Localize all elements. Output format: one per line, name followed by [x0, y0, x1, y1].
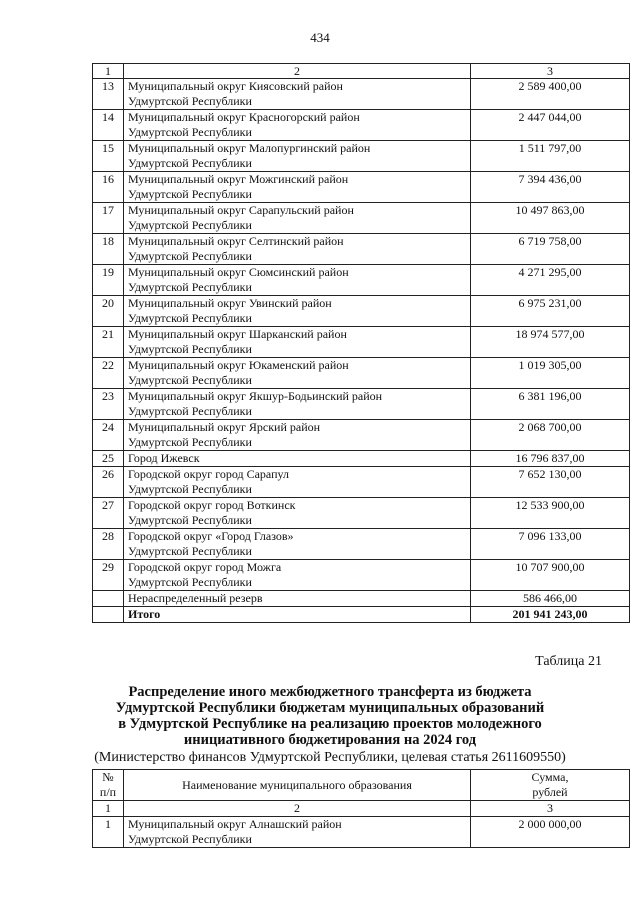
col-number-header: [93, 770, 124, 801]
municipality-name-line2: Удмуртской Республики: [128, 482, 252, 496]
municipality-name-line2: Удмуртской Республики: [128, 125, 252, 139]
total-row-label: Итого: [124, 607, 471, 623]
col-sum-line1: Сумма,: [531, 770, 569, 784]
table-row: [93, 141, 630, 172]
municipality-name: [124, 296, 471, 327]
amount: 7 096 133,00: [471, 529, 630, 560]
header-col-3: 3: [471, 801, 630, 817]
row-number: 17: [93, 203, 124, 234]
municipality-name: [124, 141, 471, 172]
amount: 4 271 295,00: [471, 265, 630, 296]
municipality-name-line2: Удмуртской Республики: [128, 249, 252, 263]
municipality-name: [124, 358, 471, 389]
table-row: [93, 327, 630, 358]
municipality-name-line1: Муниципальный округ Алнашский район: [128, 817, 342, 831]
col-sum-line2: рублей: [532, 785, 568, 799]
municipality-name-line2: Удмуртской Республики: [128, 311, 252, 325]
table-row: [93, 817, 630, 848]
table-row: [93, 420, 630, 451]
municipality-name-line1: Муниципальный округ Малопургинский район: [128, 141, 371, 155]
table-row: [93, 451, 630, 467]
amount: 12 533 900,00: [471, 498, 630, 529]
amount: 6 975 231,00: [471, 296, 630, 327]
municipality-name-line1: Муниципальный округ Шарканский район: [128, 327, 347, 341]
municipality-name: [124, 420, 471, 451]
municipality-name-line1: Муниципальный округ Можгинский район: [128, 172, 349, 186]
municipality-name: [124, 817, 471, 848]
amount: 1 511 797,00: [471, 141, 630, 172]
row-number: 19: [93, 265, 124, 296]
municipality-name-line2: Удмуртской Республики: [128, 435, 252, 449]
table-row: [93, 234, 630, 265]
municipality-name: [124, 327, 471, 358]
table-row: [93, 498, 630, 529]
header-col-2: 2: [124, 801, 471, 817]
table-row: [93, 265, 630, 296]
row-number: 28: [93, 529, 124, 560]
reserve-row-amount: 586 466,00: [471, 591, 630, 607]
amount: 2 589 400,00: [471, 79, 630, 110]
col-name-header: Наименование муниципального образования: [124, 770, 471, 801]
table-row: [93, 560, 630, 591]
municipality-name-line2: Удмуртской Республики: [128, 94, 252, 108]
municipality-name-line2: Удмуртской Республики: [128, 218, 252, 232]
municipality-name: [124, 498, 471, 529]
municipality-name-line1: Муниципальный округ Селтинский район: [128, 234, 344, 248]
municipality-name: [124, 79, 471, 110]
municipality-name: [124, 234, 471, 265]
row-number: 27: [93, 498, 124, 529]
amount: 16 796 837,00: [471, 451, 630, 467]
table-row: [93, 172, 630, 203]
table-row: [93, 529, 630, 560]
municipality-name: [124, 560, 471, 591]
amount: 2 000 000,00: [471, 817, 630, 848]
header-col-3: 3: [471, 64, 630, 79]
col-number-line1: №: [102, 770, 114, 784]
municipality-name-line1: Муниципальный округ Сарапульский район: [128, 203, 354, 217]
municipality-name: [124, 265, 471, 296]
row-number: 29: [93, 560, 124, 591]
row-number: 20: [93, 296, 124, 327]
row-number: 15: [93, 141, 124, 172]
col-number-line2: п/п: [99, 785, 117, 799]
municipality-name: [124, 172, 471, 203]
amount: 2 447 044,00: [471, 110, 630, 141]
amount: 10 497 863,00: [471, 203, 630, 234]
municipality-name-line2: Удмуртской Республики: [128, 187, 252, 201]
total-row-amount: 201 941 243,00: [471, 607, 630, 623]
municipality-name: [124, 529, 471, 560]
row-number: 22: [93, 358, 124, 389]
table-row: [93, 358, 630, 389]
header-col-2: 2: [124, 64, 471, 79]
col-sum-header: [471, 770, 630, 801]
page-number: 434: [310, 30, 330, 45]
amount: 10 707 900,00: [471, 560, 630, 591]
municipality-name: [124, 110, 471, 141]
row-number: 13: [93, 79, 124, 110]
table-header-row: [93, 64, 630, 79]
municipality-name-line1: Городской округ город Сарапул: [128, 467, 289, 481]
municipality-name-line2: Удмуртской Республики: [128, 342, 252, 356]
municipality-name: [124, 389, 471, 420]
municipality-name-line2: Удмуртской Республики: [128, 156, 252, 170]
amount: 7 652 130,00: [471, 467, 630, 498]
municipality-name-line2: Удмуртской Республики: [128, 373, 252, 387]
header-col-1: 1: [93, 801, 124, 817]
amount: 18 974 577,00: [471, 327, 630, 358]
total-row: [93, 607, 630, 623]
table-header-row: [93, 801, 630, 817]
row-number: 23: [93, 389, 124, 420]
municipality-name-line2: Удмуртской Республики: [128, 544, 252, 558]
municipality-name-line1: Муниципальный округ Юкаменский район: [128, 358, 349, 372]
title-line: Удмуртской Республики бюджетам муниципальных образований: [115, 700, 545, 716]
municipality-name-line1: Муниципальный округ Якшур-Бодьинский район: [128, 389, 383, 403]
amount: 1 019 305,00: [471, 358, 630, 389]
row-number: 14: [93, 110, 124, 141]
amount: 6 719 758,00: [471, 234, 630, 265]
municipality-name-line1: Муниципальный округ Красногорский район: [128, 110, 360, 124]
amount: 6 381 196,00: [471, 389, 630, 420]
table-row: [93, 467, 630, 498]
row-number: 25: [93, 451, 124, 467]
reserve-row-label: Нераспределенный резерв: [124, 591, 471, 607]
row-number: 21: [93, 327, 124, 358]
row-number: 26: [93, 467, 124, 498]
row-number-empty: [93, 591, 124, 607]
table-row: [93, 296, 630, 327]
row-number: 18: [93, 234, 124, 265]
budget-table-1: [92, 63, 630, 623]
municipality-name-line1: Городской округ город Воткинск: [128, 498, 296, 512]
title-line: Распределение иного межбюджетного трансферта из бюджета: [128, 684, 532, 700]
reserve-row: [93, 591, 630, 607]
municipality-name-line1: Муниципальный округ Ярский район: [128, 420, 321, 434]
section-title: [60, 684, 600, 748]
row-number: 16: [93, 172, 124, 203]
municipality-name-line2: Удмуртской Республики: [128, 832, 252, 846]
table-row: [93, 389, 630, 420]
amount: 7 394 436,00: [471, 172, 630, 203]
table-row: [93, 203, 630, 234]
table-column-headers: [93, 770, 630, 801]
row-number: 1: [93, 817, 124, 848]
municipality-name-line1: Муниципальный округ Увинский район: [128, 296, 332, 310]
amount: 2 068 700,00: [471, 420, 630, 451]
table-caption: Таблица 21: [535, 654, 602, 669]
municipality-name-line2: Удмуртской Республики: [128, 513, 252, 527]
municipality-name-line1: Городской округ город Можга: [128, 560, 282, 574]
section-subtitle: (Министерство финансов Удмуртской Республики, целевая статья 2611609550): [94, 750, 566, 765]
municipality-name-line2: Удмуртской Республики: [128, 404, 252, 418]
row-number: 24: [93, 420, 124, 451]
budget-table-2: [92, 769, 630, 848]
title-line: в Удмуртской Республике на реализацию проектов молодежного: [118, 716, 542, 732]
title-line: инициативного бюджетирования на 2024 год: [183, 732, 477, 748]
municipality-name: [124, 203, 471, 234]
municipality-name-line1: Муниципальный округ Киясовский район: [128, 79, 343, 93]
municipality-name-line1: Городской округ «Город Глазов»: [128, 529, 294, 543]
row-number-empty: [93, 607, 124, 623]
table-row: [93, 79, 630, 110]
municipality-name-line1: Город Ижевск: [128, 451, 200, 465]
municipality-name: [124, 451, 471, 467]
municipality-name: [124, 467, 471, 498]
header-col-1: 1: [93, 64, 124, 79]
municipality-name-line2: Удмуртской Республики: [128, 280, 252, 294]
table-row: [93, 110, 630, 141]
municipality-name-line2: Удмуртской Республики: [128, 575, 252, 589]
municipality-name-line1: Муниципальный округ Сюмсинский район: [128, 265, 349, 279]
